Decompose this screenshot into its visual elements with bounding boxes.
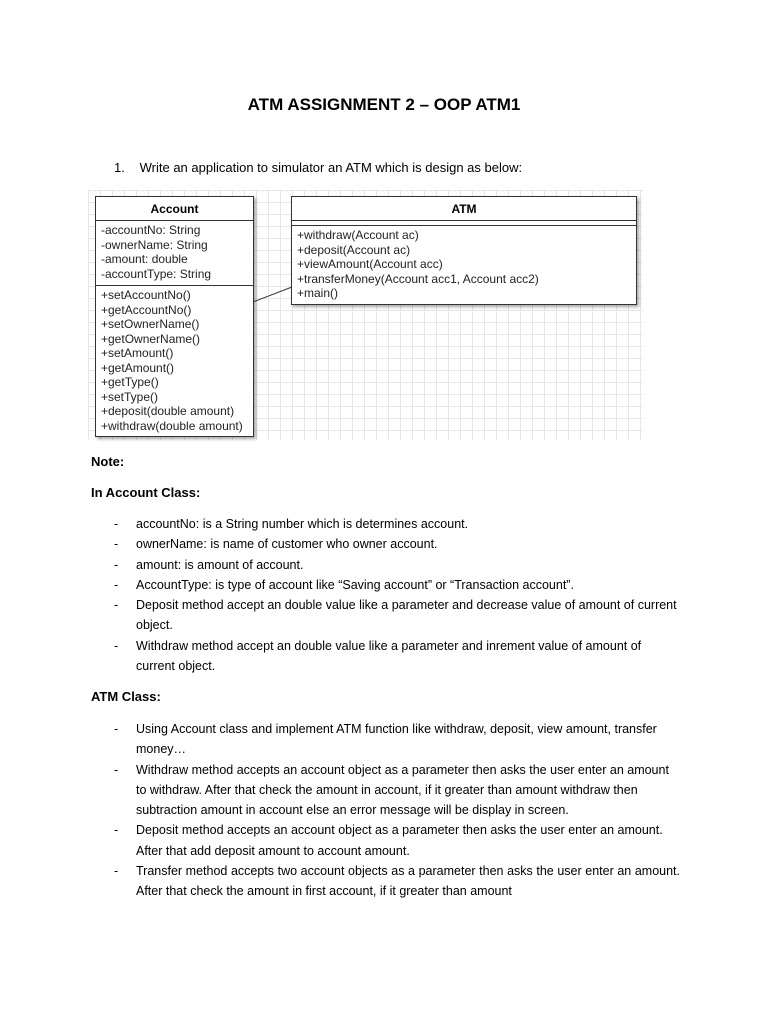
bullet-dash: - [114,823,119,838]
list-item [114,555,680,575]
account-method: +setType() [101,389,159,404]
account-attribute: -accountNo: String [101,223,201,237]
account-method: +getType() [101,375,159,389]
bullet-text: ownerName: is name of customer who owner account. [136,537,438,552]
bullet-text: Using Account class and implement ATM function like withdraw, deposit, view amount, transfer money… [136,722,657,757]
uml-class-diagram [88,190,643,440]
bullet-dash: - [114,517,119,531]
list-item [114,820,680,861]
bullet-text: amount: is amount of account. [136,557,304,572]
atm-method: +main() [297,286,339,300]
account-method: +setAmount() [101,346,174,360]
account-attribute: -accountType: String [101,266,212,281]
document-title: ATM ASSIGNMENT 2 – OOP ATM1 [247,95,521,114]
list-item [114,861,680,902]
note-heading: Note: [91,454,125,469]
atm-class-box [291,196,637,305]
bullet-text: Deposit method accepts an account object as a parameter then asks the user enter an amount. After that add deposit amount to account amount. [136,823,663,858]
bullet-dash: - [114,537,119,552]
atm-class-name: ATM [292,197,636,221]
account-notes-list [114,514,680,676]
account-method: +setAccountNo() [101,288,191,302]
bullet-text: Withdraw method accept an double value like a parameter and inrement value of amount of current object. [136,638,642,674]
account-method: +setOwnerName() [101,317,200,331]
atm-method: +withdraw(Account ac) [297,228,419,242]
account-method: +getAmount() [101,360,175,375]
account-class-box [95,196,254,437]
atm-notes-list [114,719,680,902]
atm-method: +viewAmount(Account acc) [297,257,443,271]
list-item [114,534,680,554]
bullet-dash: - [114,864,119,879]
list-item [114,575,680,595]
account-method: +deposit(double amount) [101,404,235,418]
bullet-dash: - [114,762,119,777]
atm-method: +transferMoney(Account acc1, Account acc2) [297,271,539,286]
account-attributes [96,221,253,286]
account-class-name: Account [96,197,253,221]
atm-methods [292,226,636,304]
account-attribute: -ownerName: String [101,237,208,252]
bullet-dash: - [114,577,119,592]
list-item [114,636,680,677]
account-method: +getOwnerName() [101,331,201,346]
bullet-text: Withdraw method accepts an account object as a parameter then asks the user enter an amount to withdraw. After that check the amount in account, if it greater than amount withdraw then subtraction amount in account else an error message will be display in screen. [136,762,669,818]
list-item [114,514,680,534]
bullet-dash: - [114,557,119,572]
bullet-text: accountNo: is a String number which is determines account. [136,517,469,531]
account-method: +withdraw(double amount) [101,418,243,433]
list-item [114,595,680,636]
question-number: 1. [114,160,125,175]
account-attribute: -amount: double [101,252,188,266]
bullet-dash: - [114,598,119,613]
question-1 [114,160,522,175]
list-item [114,719,680,760]
question-text: Write an application to simulator an ATM which is design as below: [139,160,523,175]
atm-method: +deposit(Account ac) [297,242,411,257]
atm-section-heading: ATM Class: [91,689,161,704]
bullet-text: AccountType: is type of account like “Saving account” or “Transaction account”. [136,577,574,592]
bullet-dash: - [114,638,119,653]
bullet-dash: - [114,722,119,736]
account-section-heading: In Account Class: [91,485,201,500]
bullet-text: Transfer method accepts two account objects as a parameter then asks the user enter an amount. After that check the amount in first account, if it greater than amount [136,864,680,899]
list-item [114,760,680,821]
bullet-text: Deposit method accept an double value like a parameter and decrease value of amount of current object. [136,598,677,633]
account-methods [96,286,253,436]
account-method: +getAccountNo() [101,302,192,317]
